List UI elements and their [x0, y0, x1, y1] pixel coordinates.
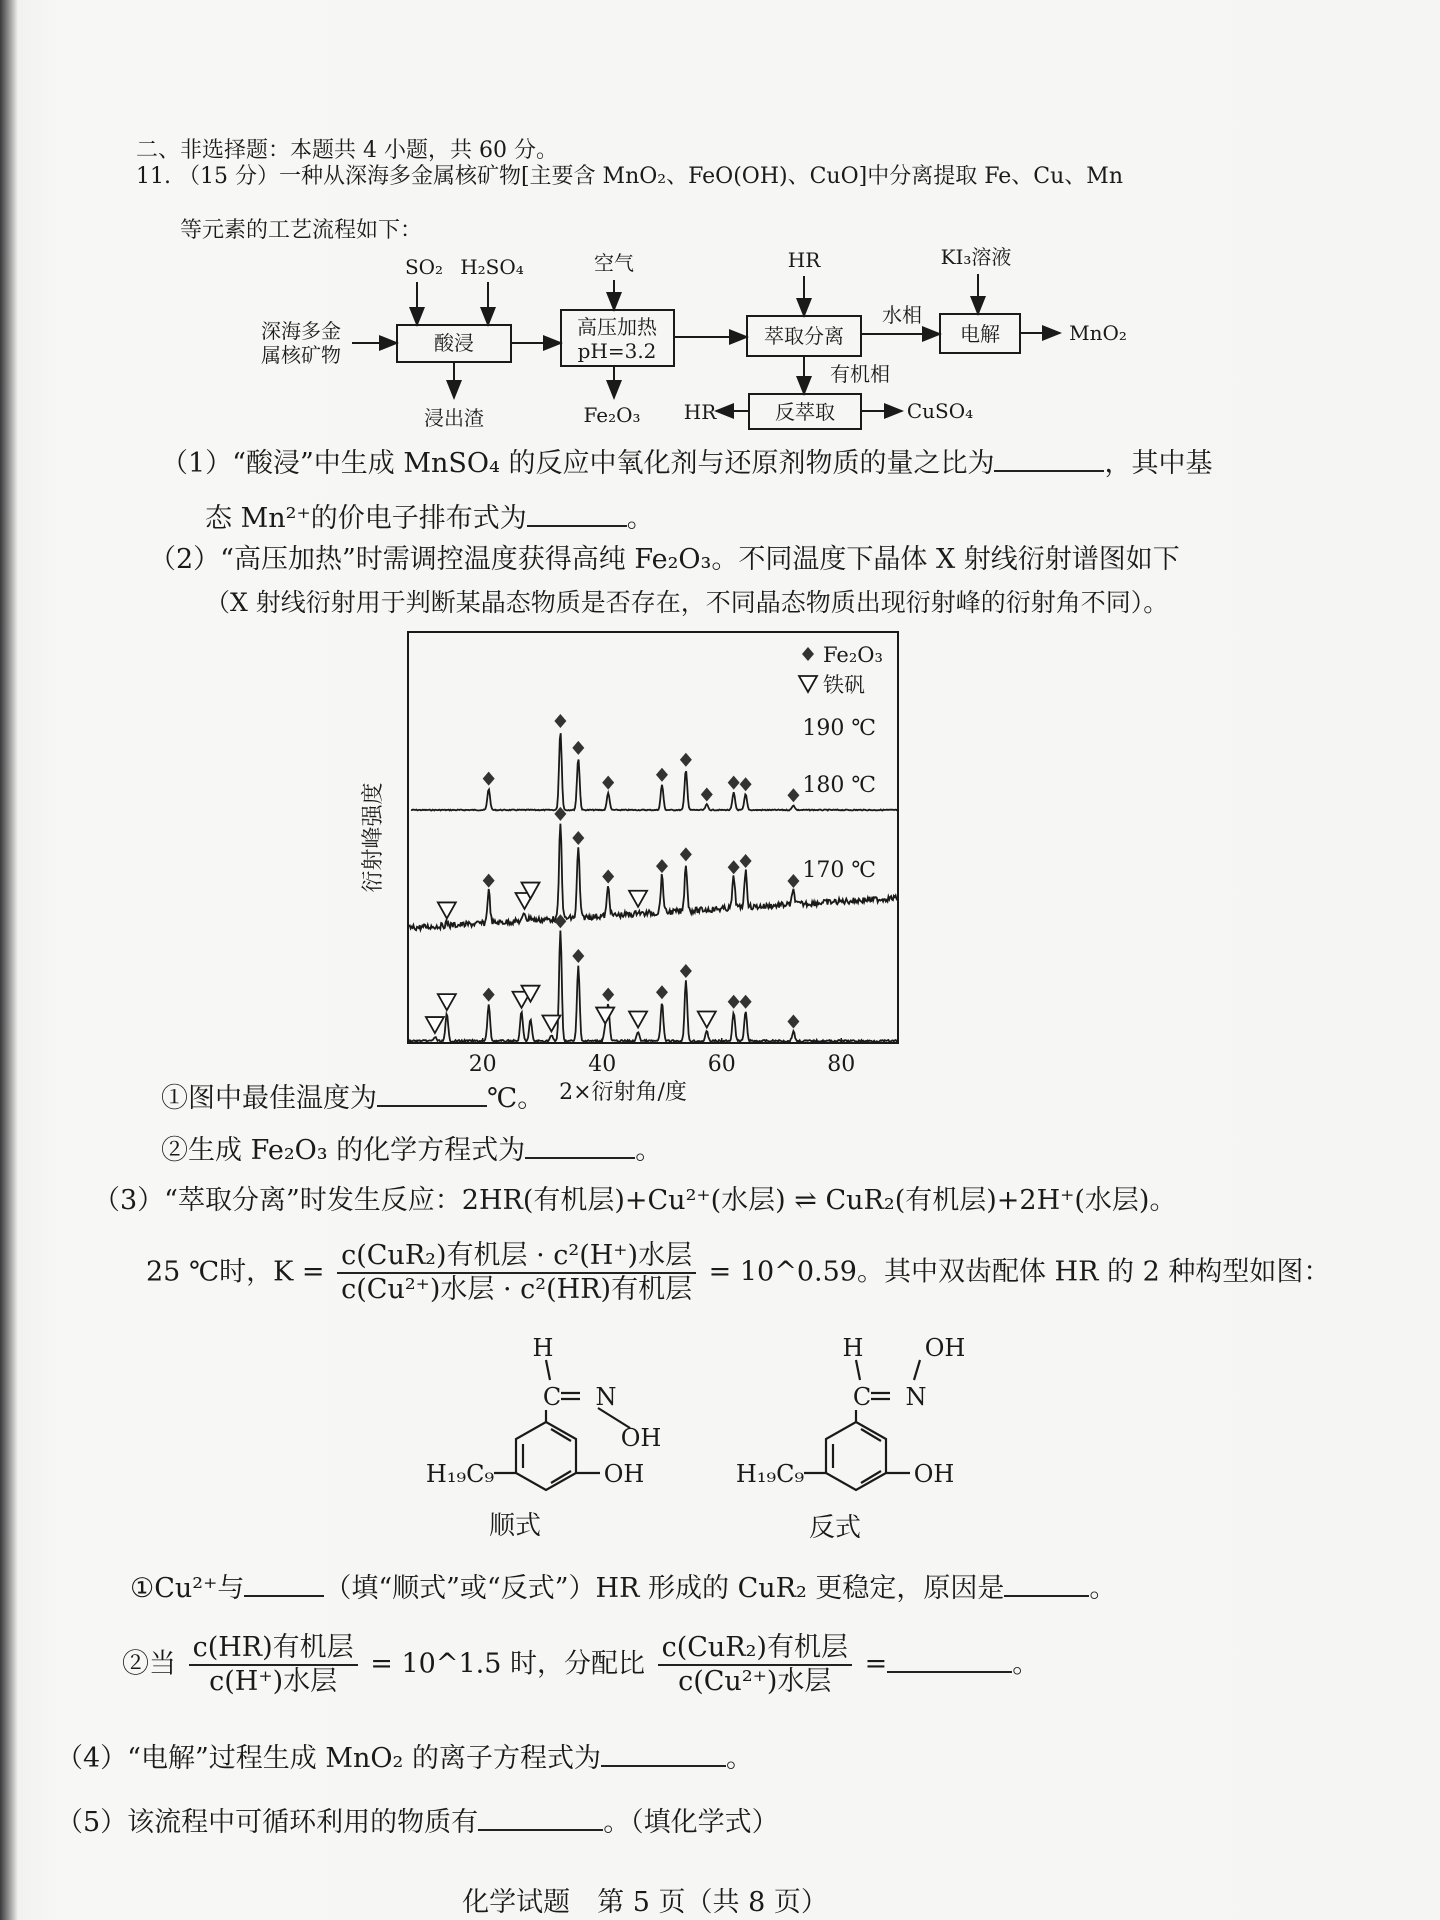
distribution-ratio: [658, 1632, 852, 1698]
fe2o3-marker: [572, 949, 584, 963]
fe2o3-marker: [602, 988, 614, 1002]
iron-alum-marker: [438, 902, 456, 918]
series-line-190 ℃: [411, 733, 898, 810]
output-mno2: MnO₂: [1069, 321, 1127, 345]
output-hr: HR: [683, 400, 717, 424]
reagent-air: 空气: [594, 251, 634, 275]
p5-end: 。（填化学式）: [603, 1807, 779, 1838]
legend-triangle-icon: [799, 676, 817, 692]
distribution-denominator: c(Cu²⁺)水层: [678, 1666, 832, 1697]
legend-fe2o3: Fe₂O₃: [823, 643, 883, 667]
y-axis-label: 衍射峰强度: [361, 782, 386, 893]
answer-blank[interactable]: [994, 444, 1104, 472]
q11-intro-line2: 等元素的工艺流程如下：: [180, 218, 423, 243]
hr-structures: [0, 1330, 1440, 1550]
answer-blank[interactable]: [887, 1645, 1012, 1673]
p3-k-expression: [146, 1240, 1330, 1306]
output-residue: 浸出渣: [424, 406, 484, 430]
trans-n-oh: OH: [924, 1334, 966, 1362]
fe2o3-marker: [483, 988, 495, 1002]
ratio-denominator: c(H⁺)水层: [209, 1666, 338, 1697]
trans-label: 反式: [808, 1513, 862, 1543]
trans-n: N: [905, 1383, 927, 1411]
series-line-170 ℃: [408, 931, 897, 1043]
section-header: 二、非选择题：本题共 4 小题，共 60 分。: [136, 138, 558, 163]
iron-alum-marker: [698, 1012, 716, 1028]
cis-ring-oh: OH: [603, 1460, 645, 1488]
trans-c: C: [852, 1383, 872, 1411]
trans-alkyl: H₁₉C₉: [735, 1460, 805, 1488]
fe2o3-marker: [483, 772, 495, 786]
fe2o3-marker: [602, 776, 614, 790]
series-label: 170 ℃: [802, 858, 876, 883]
fe2o3-marker: [656, 768, 668, 782]
label-aqueous-phase: 水相: [882, 303, 922, 327]
trans-ring-oh: OH: [913, 1460, 955, 1488]
fe2o3-marker: [740, 777, 752, 791]
box-extract-label: 萃取分离: [764, 324, 844, 348]
fe2o3-marker: [728, 995, 740, 1009]
fe2o3-marker: [602, 870, 614, 884]
answer-blank[interactable]: [525, 1131, 635, 1159]
reagent-so2: SO₂: [404, 255, 444, 279]
fe2o3-marker: [680, 753, 692, 767]
p2-q2-text: ②生成 Fe₂O₃ 的化学方程式为: [161, 1135, 526, 1166]
p5: [56, 1803, 779, 1840]
distribution-numerator: c(CuR₂)有机层: [658, 1632, 852, 1666]
k-prefix: 25 ℃时，K =: [146, 1256, 325, 1288]
fe2o3-marker: [572, 831, 584, 845]
fe2o3-marker: [701, 787, 713, 801]
p4-end: 。: [725, 1743, 753, 1774]
box-hp-heat-label1: 高压加热: [577, 315, 657, 339]
raw-material-line1: 深海多金: [261, 319, 341, 343]
answer-blank[interactable]: [1004, 1569, 1089, 1597]
answer-blank[interactable]: [527, 499, 627, 527]
series-label: 180 ℃: [802, 773, 876, 798]
legend-diamond-icon: [802, 647, 814, 661]
fe2o3-marker: [572, 741, 584, 755]
p1-line1: [161, 444, 1212, 481]
answer-blank[interactable]: [244, 1569, 324, 1597]
p3-q2-end: 。: [1012, 1648, 1040, 1680]
answer-blank[interactable]: [377, 1079, 487, 1107]
p3-q1-end: 。: [1089, 1573, 1117, 1604]
p1-line2: [205, 499, 654, 536]
box-back-extract-label: 反萃取: [775, 400, 835, 424]
fe2o3-marker: [787, 1015, 799, 1029]
p4-text: （4）“电解”过程生成 MnO₂ 的离子方程式为: [56, 1743, 601, 1774]
box-electrolysis-label: 电解: [960, 322, 1000, 346]
output-fe2o3: Fe₂O₃: [583, 403, 641, 427]
p3-q2-prefix: ②当: [122, 1648, 176, 1680]
fe2o3-marker: [740, 995, 752, 1009]
fe2o3-marker: [728, 776, 740, 790]
box-acid-leach-label: 酸浸: [434, 331, 474, 355]
k-numerator: c(CuR₂)有机层 · c²(H⁺)水层: [337, 1240, 696, 1274]
iron-alum-marker: [629, 1012, 647, 1028]
cis-label: 顺式: [488, 1511, 542, 1541]
p1-line2-end: 。: [626, 503, 654, 534]
p2-q2: [161, 1131, 662, 1168]
p3-q1-mid: （填“顺式”或“反式”）HR 形成的 CuR₂ 更稳定，原因是: [324, 1573, 1005, 1604]
fe2o3-marker: [787, 874, 799, 888]
p1-line2-text: 态 Mn²⁺的价电子排布式为: [205, 503, 527, 534]
fe2o3-marker: [680, 847, 692, 861]
page-footer: 化学试题 第 5 页（共 8 页）: [462, 1887, 828, 1918]
k-fraction: [337, 1240, 696, 1306]
fe2o3-marker: [656, 859, 668, 873]
p3-line1: （3）“萃取分离”时发生反应：2HR(有机层)+Cu²⁺(水层) ⇌ CuR₂(有机层)+2H⁺(水层)。: [93, 1185, 1177, 1216]
trans-h: H: [842, 1334, 864, 1362]
p5-text: （5）该流程中可循环利用的物质有: [56, 1807, 479, 1838]
fe2o3-marker: [728, 860, 740, 874]
x-axis-label: 2×衍射角/度: [559, 1080, 687, 1105]
p2-q1: [161, 1079, 544, 1116]
box-hp-heat-label2: pH=3.2: [577, 339, 657, 363]
raw-material-line2: 属核矿物: [261, 343, 341, 367]
series-label: 190 ℃: [802, 716, 876, 741]
iron-alum-marker: [426, 1017, 444, 1033]
k-denominator: c(Cu²⁺)水层 · c²(HR)有机层: [341, 1274, 693, 1305]
reagent-ki3: KI₃溶液: [940, 245, 1012, 269]
fe2o3-marker: [740, 854, 752, 868]
reagent-h2so4: H₂SO₄: [460, 255, 524, 279]
p2-q1-end: ℃。: [487, 1083, 545, 1114]
q11-intro-line1: 11. （15 分）一种从深海多金属核矿物[主要含 MnO₂、FeO(OH)、CuO]中分离提取 Fe、Cu、Mn: [136, 164, 1123, 189]
cis-n-oh: OH: [620, 1424, 662, 1452]
reagent-hr: HR: [787, 248, 821, 272]
k-suffix: = 10^0.59。其中双齿配体 HR 的 2 种构型如图：: [708, 1256, 1331, 1288]
p1-text-end: ，其中基: [1104, 448, 1213, 479]
p3-q2-mid: = 10^1.5 时，分配比: [370, 1648, 645, 1680]
p4: [56, 1739, 753, 1776]
iron-alum-marker: [629, 891, 647, 907]
p2-line2: （X 射线衍射用于判断某晶态物质是否存在，不同晶态物质出现衍射峰的衍射角不同）。: [205, 588, 1169, 617]
p1-text: （1）“酸浸”中生成 MnSO₄ 的反应中氧化剂与还原剂物质的量之比为: [161, 448, 995, 479]
fe2o3-marker: [787, 788, 799, 802]
x-tick-label: 80: [827, 1052, 856, 1077]
cis-h: H: [532, 1334, 554, 1362]
p3-q1-text: ①Cu²⁺与: [130, 1573, 245, 1604]
trans-structure-bonds: [804, 1360, 920, 1490]
cis-c: C: [542, 1383, 562, 1411]
p2-q2-end: 。: [635, 1135, 663, 1166]
hr-h-ratio: [189, 1632, 358, 1698]
x-tick-label: 20: [468, 1052, 497, 1077]
xrd-chart: [360, 620, 920, 1105]
legend-iron-alum: 铁矾: [823, 673, 865, 697]
fe2o3-marker: [656, 985, 668, 999]
answer-blank[interactable]: [601, 1739, 726, 1767]
ratio-numerator: c(HR)有机层: [189, 1632, 358, 1666]
p3-q2: [122, 1632, 1039, 1698]
fe2o3-marker: [554, 714, 566, 728]
cis-alkyl: H₁₉C₉: [425, 1460, 495, 1488]
iron-alum-marker: [438, 994, 456, 1010]
cis-n: N: [595, 1383, 617, 1411]
p2-q1-text: ①图中最佳温度为: [161, 1083, 377, 1114]
label-organic-phase: 有机相: [830, 362, 890, 386]
iron-alum-marker: [596, 1008, 614, 1024]
x-tick-label: 40: [588, 1052, 617, 1077]
x-tick-label: 60: [707, 1052, 736, 1077]
fe2o3-marker: [680, 964, 692, 978]
equals: =: [864, 1648, 888, 1680]
answer-blank[interactable]: [478, 1803, 603, 1831]
process-flow-diagram: [0, 240, 1440, 440]
fe2o3-marker: [483, 874, 495, 888]
p2-line1: （2）“高压加热”时需调控温度获得高纯 Fe₂O₃。不同温度下晶体 X 射线衍射谱图如下: [149, 544, 1180, 575]
output-cuso4: CuSO₄: [906, 399, 974, 423]
p3-q1: [130, 1569, 1116, 1606]
